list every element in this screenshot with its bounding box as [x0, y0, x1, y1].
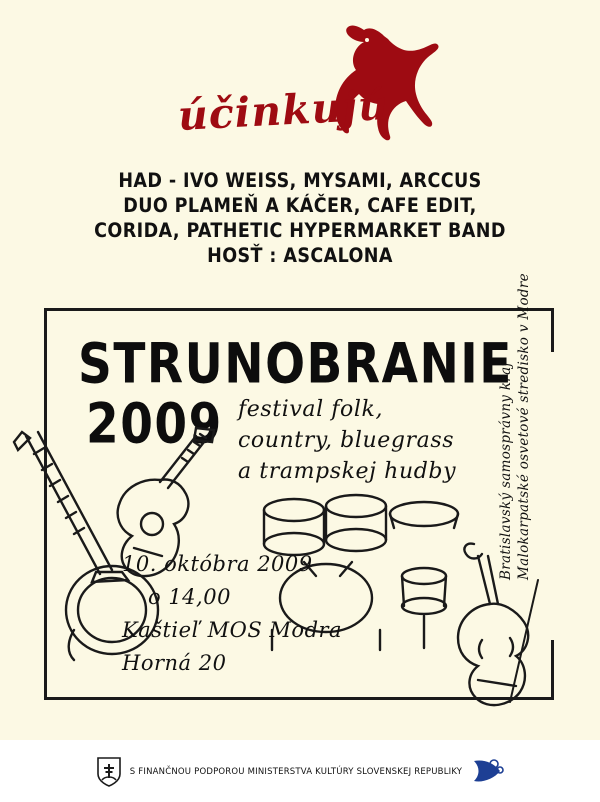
- subtitle-line: country, bluegrass: [238, 428, 455, 453]
- event-time: o 14,00: [148, 585, 231, 609]
- event-subtitle: [238, 394, 456, 487]
- event-date: 10. októbra 2009: [122, 552, 313, 576]
- slovak-coat-of-arms-icon: [96, 756, 122, 788]
- page-title: STRUNOBRANIE: [78, 332, 513, 397]
- subtitle-line: a trampskej hudby: [238, 459, 457, 484]
- event-year: 2009: [86, 392, 223, 457]
- script-heading: účinkujú: [176, 80, 390, 140]
- bsk-logo-icon: [470, 757, 504, 787]
- organiser-vertical-text: [498, 273, 558, 590]
- event-details: [122, 548, 342, 680]
- performer-line: CORIDA, PATHETIC HYPERMARKET BAND: [94, 219, 506, 242]
- performer-line: HOSŤ : ASCALONA: [207, 244, 393, 267]
- footer: [0, 742, 600, 802]
- subtitle-line: festival folk,: [238, 397, 384, 422]
- event-address: Horná 20: [122, 651, 227, 675]
- event-venue: Kaštieľ MOS Modra: [122, 618, 343, 642]
- organiser-line: Malokarpatské osvetové stredisko v Modre: [516, 273, 532, 580]
- performer-line: HAD - IVO WEISS, MYSAMI, ARCCUS: [118, 169, 482, 192]
- performer-list: [0, 168, 600, 268]
- performer-line: DUO PLAMEŇ A KÁČER, CAFE EDIT,: [123, 194, 477, 217]
- organiser-line: Bratislavský samosprávny kraj: [498, 362, 514, 580]
- footer-text: S FINANČNOU PODPOROU MINISTERSTVA KULTÚRY SLOVENSKEJ REPUBLIKY: [129, 767, 463, 777]
